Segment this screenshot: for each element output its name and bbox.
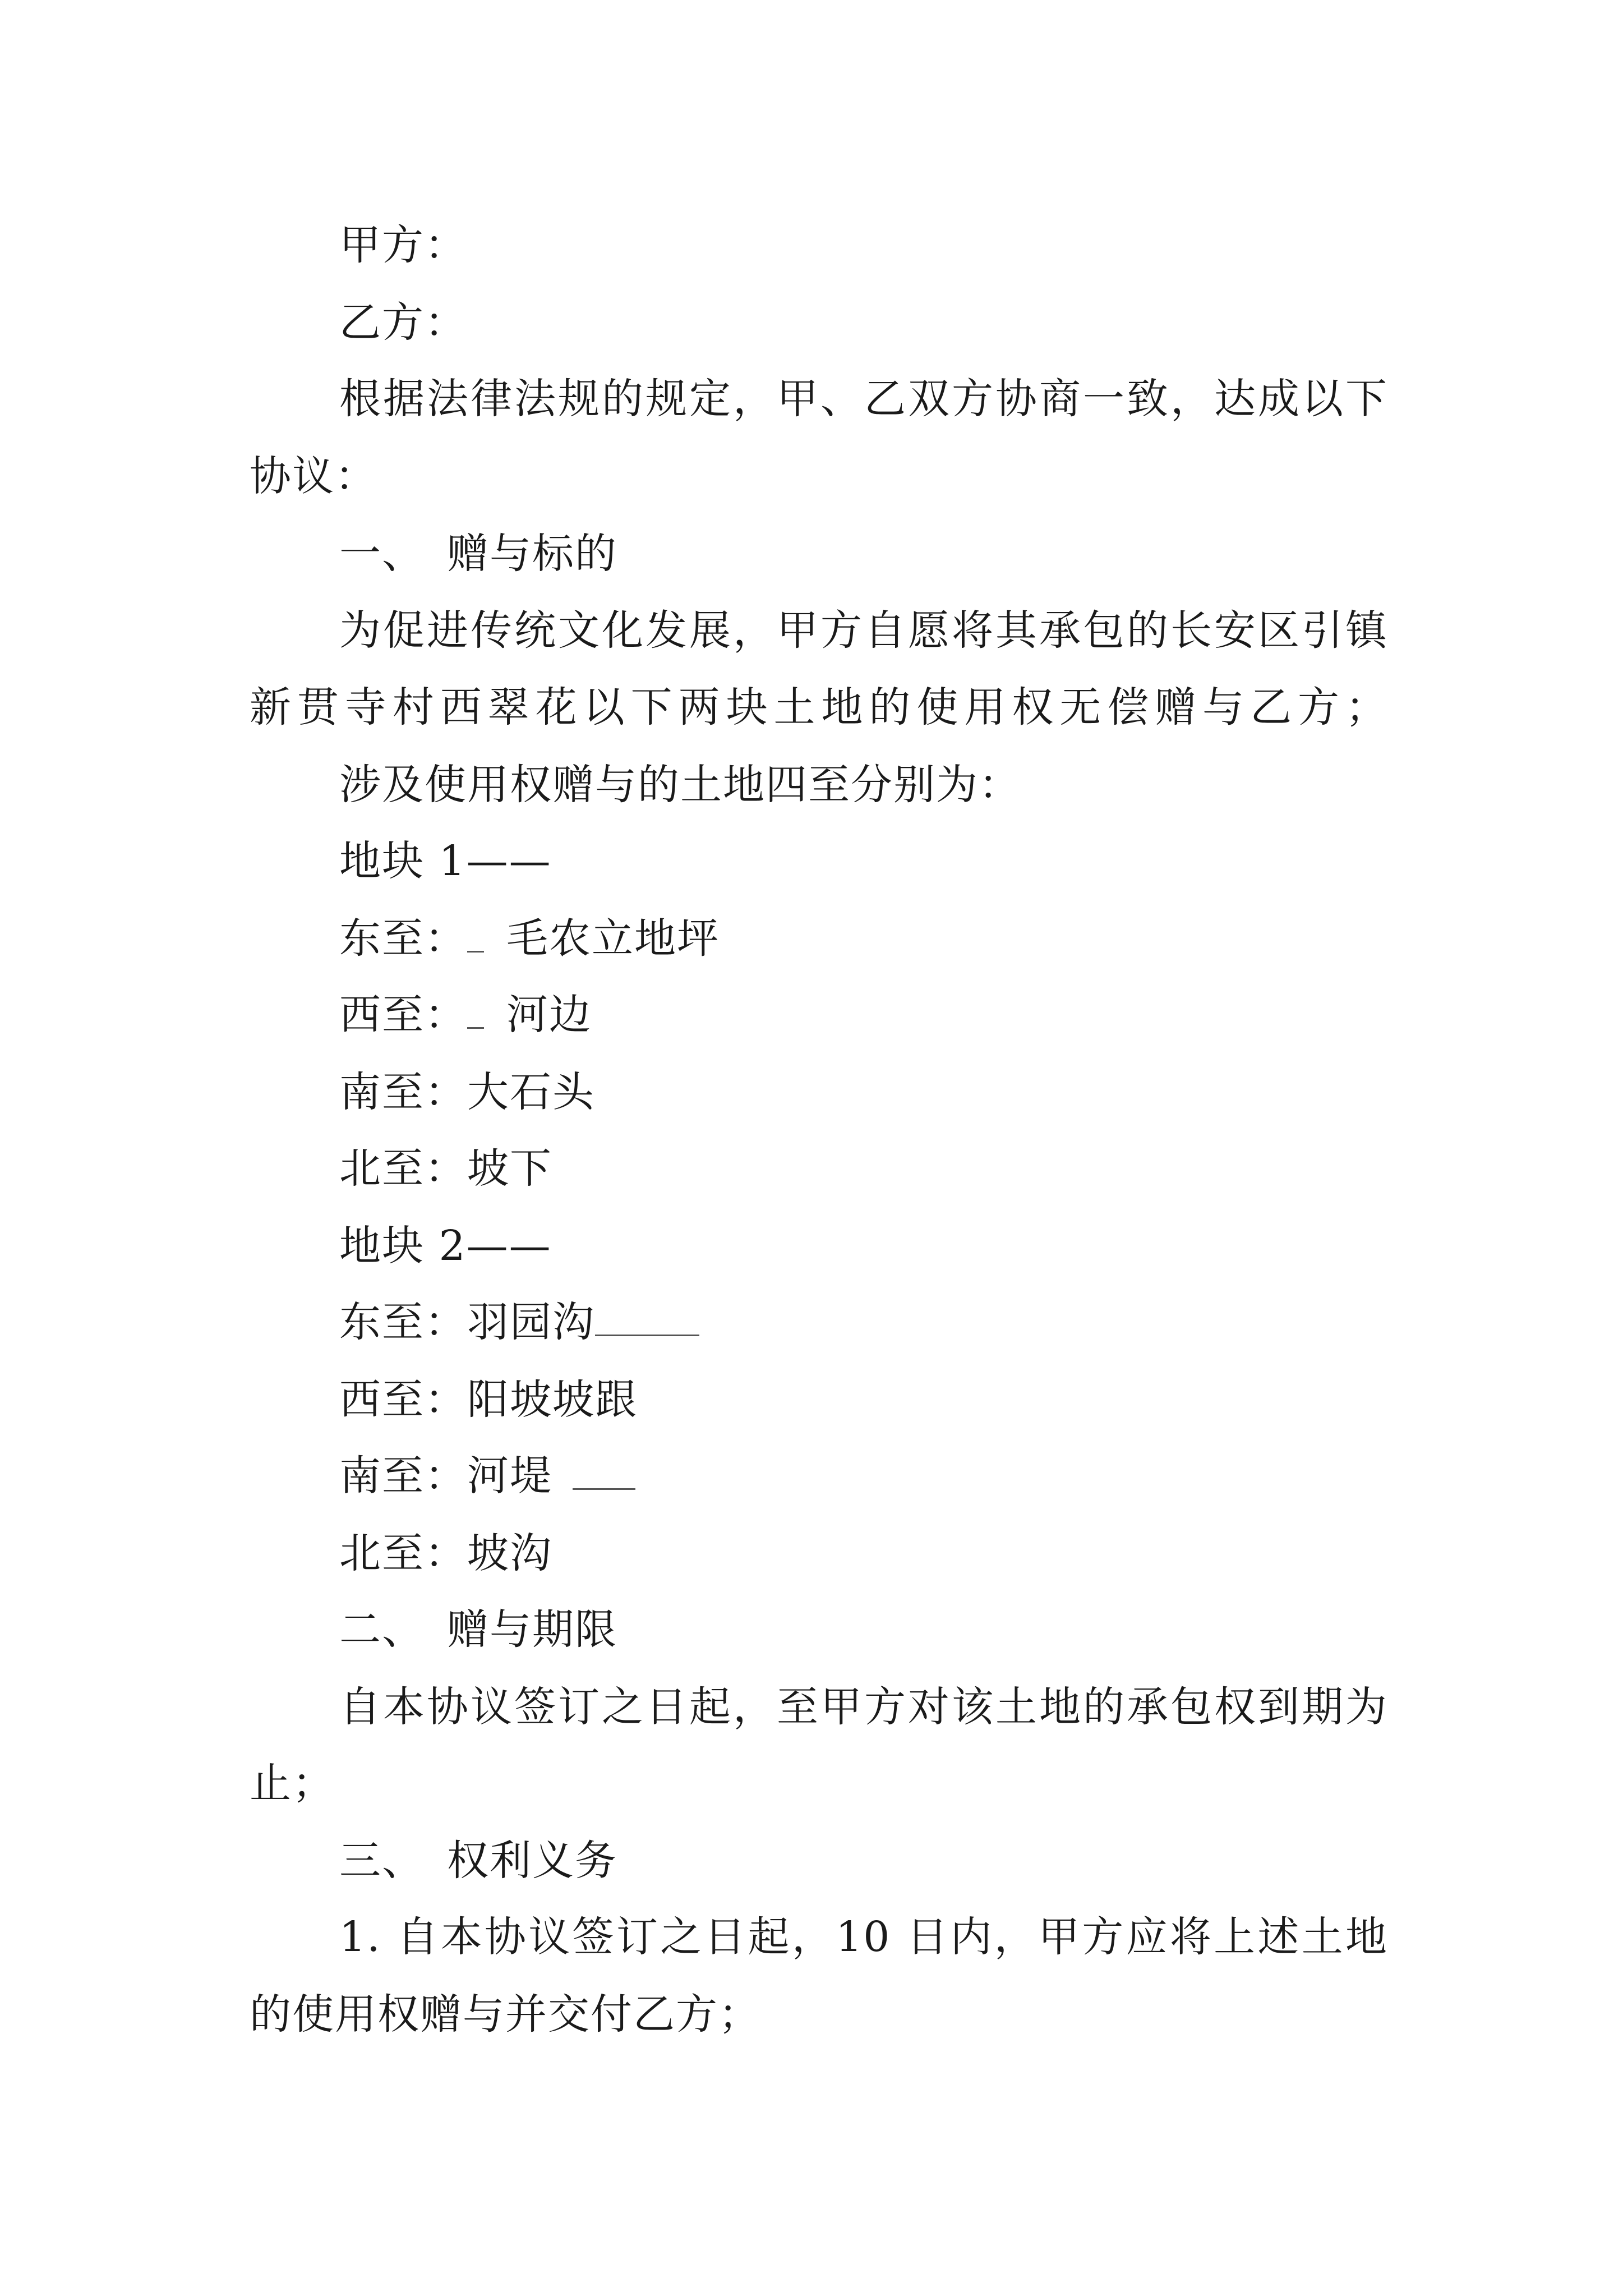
section-3-item-1-line-2: 的使用权赠与并交付乙方； bbox=[250, 1990, 761, 2039]
section-3-number: 三、 bbox=[339, 1837, 425, 1885]
party-b-label: 乙方： bbox=[339, 298, 467, 347]
plot-2-south-label: 南至： bbox=[339, 1452, 467, 1500]
plot-2-north-value: 坡沟 bbox=[467, 1529, 552, 1577]
plot-1-west-label: 西至： bbox=[339, 991, 467, 1039]
plot-2-east bbox=[339, 1298, 699, 1346]
plot-2-south bbox=[339, 1452, 635, 1500]
plot-1-east-value: 毛农立地坪 bbox=[506, 914, 720, 963]
preamble-line-2: 协议： bbox=[250, 452, 377, 500]
section-1-title: 赠与标的 bbox=[447, 530, 617, 578]
plot-1-east-label: 东至： bbox=[339, 914, 467, 963]
preamble-line-1: 根据法律法规的规定，甲、乙双方协商一致，达成以下 bbox=[339, 375, 1388, 423]
plot-2-label: 地块 2—— bbox=[339, 1222, 552, 1270]
plot-2-north-label: 北至： bbox=[339, 1529, 467, 1577]
boundary-intro: 涉及使用权赠与的土地四至分别为： bbox=[339, 761, 1021, 809]
section-1-para-line-1: 为促进传统文化发展，甲方自愿将其承包的长安区引镇 bbox=[339, 606, 1388, 655]
plot-2-east-label: 东至： bbox=[339, 1298, 467, 1346]
plot-1-west bbox=[339, 991, 592, 1039]
plot-1-label: 地块 1—— bbox=[339, 837, 552, 885]
plot-1-south bbox=[339, 1068, 595, 1116]
plot-2-west-value: 阳坡坡跟 bbox=[467, 1375, 638, 1424]
section-2-para-line-2: 止； bbox=[250, 1759, 335, 1807]
party-a-label: 甲方： bbox=[339, 221, 467, 269]
plot-1-north-value: 坡下 bbox=[467, 1144, 552, 1193]
plot-1-north-label: 北至： bbox=[339, 1144, 467, 1193]
section-3-heading bbox=[339, 1837, 617, 1885]
fill-blank bbox=[595, 1302, 699, 1336]
fill-blank bbox=[467, 995, 484, 1029]
plot-1-south-value: 大石头 bbox=[467, 1068, 595, 1116]
section-2-number: 二、 bbox=[339, 1605, 425, 1654]
plot-2-south-value: 河堤 bbox=[467, 1452, 552, 1500]
section-2-heading bbox=[339, 1605, 617, 1654]
section-3-title: 权利义务 bbox=[447, 1837, 617, 1885]
plot-1-south-label: 南至： bbox=[339, 1068, 467, 1116]
plot-1-north bbox=[339, 1144, 552, 1193]
plot-1-east bbox=[339, 914, 720, 963]
plot-2-north bbox=[339, 1529, 552, 1577]
section-3-item-1-line-1: 1. 自本协议签订之日起，10 日内，甲方应将上述土地 bbox=[339, 1913, 1388, 1961]
fill-blank bbox=[573, 1456, 635, 1490]
section-1-heading bbox=[339, 530, 617, 578]
section-2-para-line-1: 自本协议签订之日起，至甲方对该土地的承包权到期为 bbox=[339, 1683, 1388, 1731]
plot-2-east-value: 羽园沟 bbox=[467, 1298, 595, 1346]
section-1-para-line-2: 新贯寺村西翠花以下两块土地的使用权无偿赠与乙方； bbox=[250, 683, 1388, 731]
fill-blank bbox=[467, 918, 484, 953]
plot-1-west-value: 河边 bbox=[506, 991, 592, 1039]
section-2-title: 赠与期限 bbox=[447, 1605, 617, 1654]
plot-2-west bbox=[339, 1375, 638, 1424]
section-1-number: 一、 bbox=[339, 530, 425, 578]
plot-2-west-label: 西至： bbox=[339, 1375, 467, 1424]
